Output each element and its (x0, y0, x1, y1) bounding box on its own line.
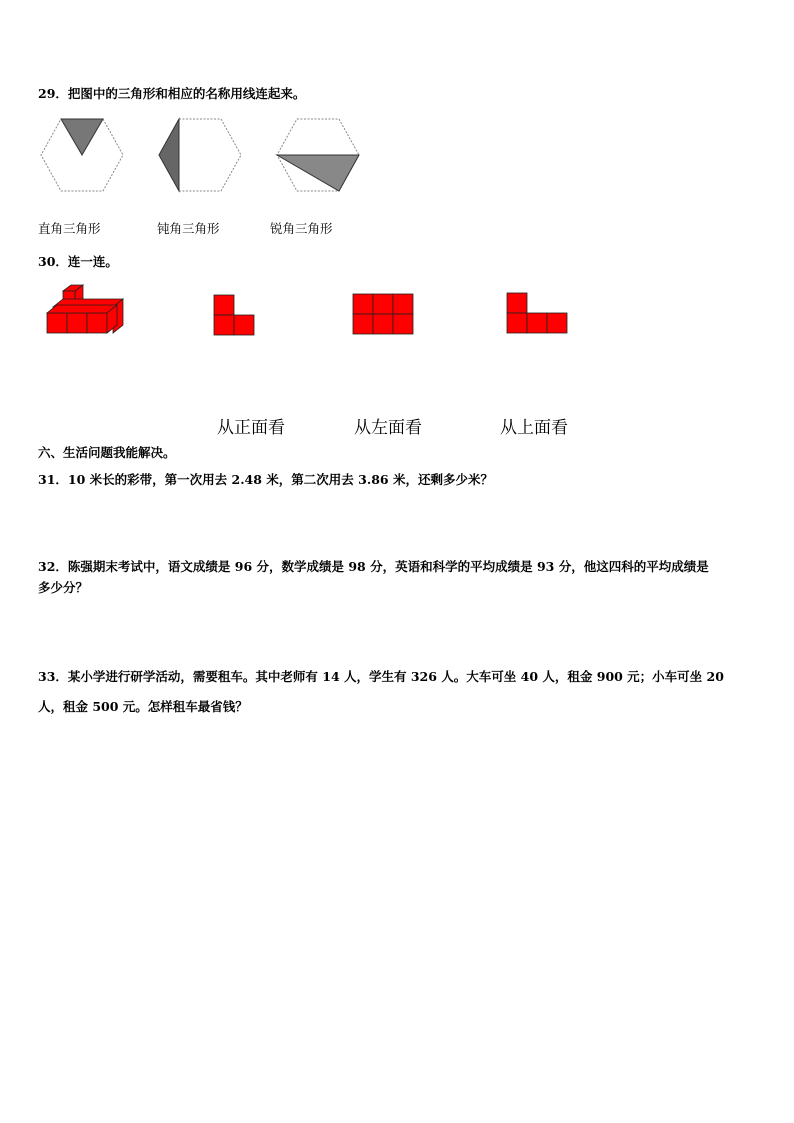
right-triangle-shape (61, 119, 103, 155)
view-label-left: 从左面看 (354, 418, 422, 438)
view-label-top: 从上面看 (500, 418, 568, 438)
q29-name-obtuse: 钝角三角形 (157, 221, 220, 236)
cube-stack-figure (45, 283, 137, 341)
q32-line2: 多少分？ (38, 580, 89, 595)
hexagon-figure-1 (39, 117, 125, 193)
q29-title: 29．把图中的三角形和相应的名称用线连起来。 (38, 86, 306, 101)
view-shape-l-wide (506, 292, 568, 334)
q29-name-right: 直角三角形 (38, 221, 101, 236)
q31-text: 31．10 米长的彩带，第一次用去 2.48 米，第二次用去 3.86 米，还剩多少米？ (38, 472, 493, 487)
section6-title: 六、生活问题我能解决。 (38, 445, 176, 460)
view-shape-rect-2x3 (352, 293, 414, 335)
hexagon-figure-2 (157, 117, 243, 193)
acute-triangle-shape (277, 155, 359, 191)
view-label-front: 从正面看 (217, 418, 285, 438)
q29-name-acute: 锐角三角形 (270, 221, 333, 236)
q33-line1: 33．某小学进行研学活动，需要租车。其中老师有 14 人，学生有 326 人。大车可坐 40 人，租金 900 元；小车可坐 20 (38, 669, 724, 684)
hexagon-figure-3 (275, 117, 361, 193)
obtuse-triangle-shape (159, 119, 179, 191)
view-shape-l-small (213, 294, 257, 336)
q30-title: 30．连一连。 (38, 254, 118, 269)
q33-line2: 人，租金 500 元。怎样租车最省钱？ (38, 699, 248, 714)
q32-line1: 32．陈强期末考试中，语文成绩是 96 分，数学成绩是 98 分，英语和科学的平均成绩是 93 分，他这四科的平均成绩是 (38, 559, 709, 574)
